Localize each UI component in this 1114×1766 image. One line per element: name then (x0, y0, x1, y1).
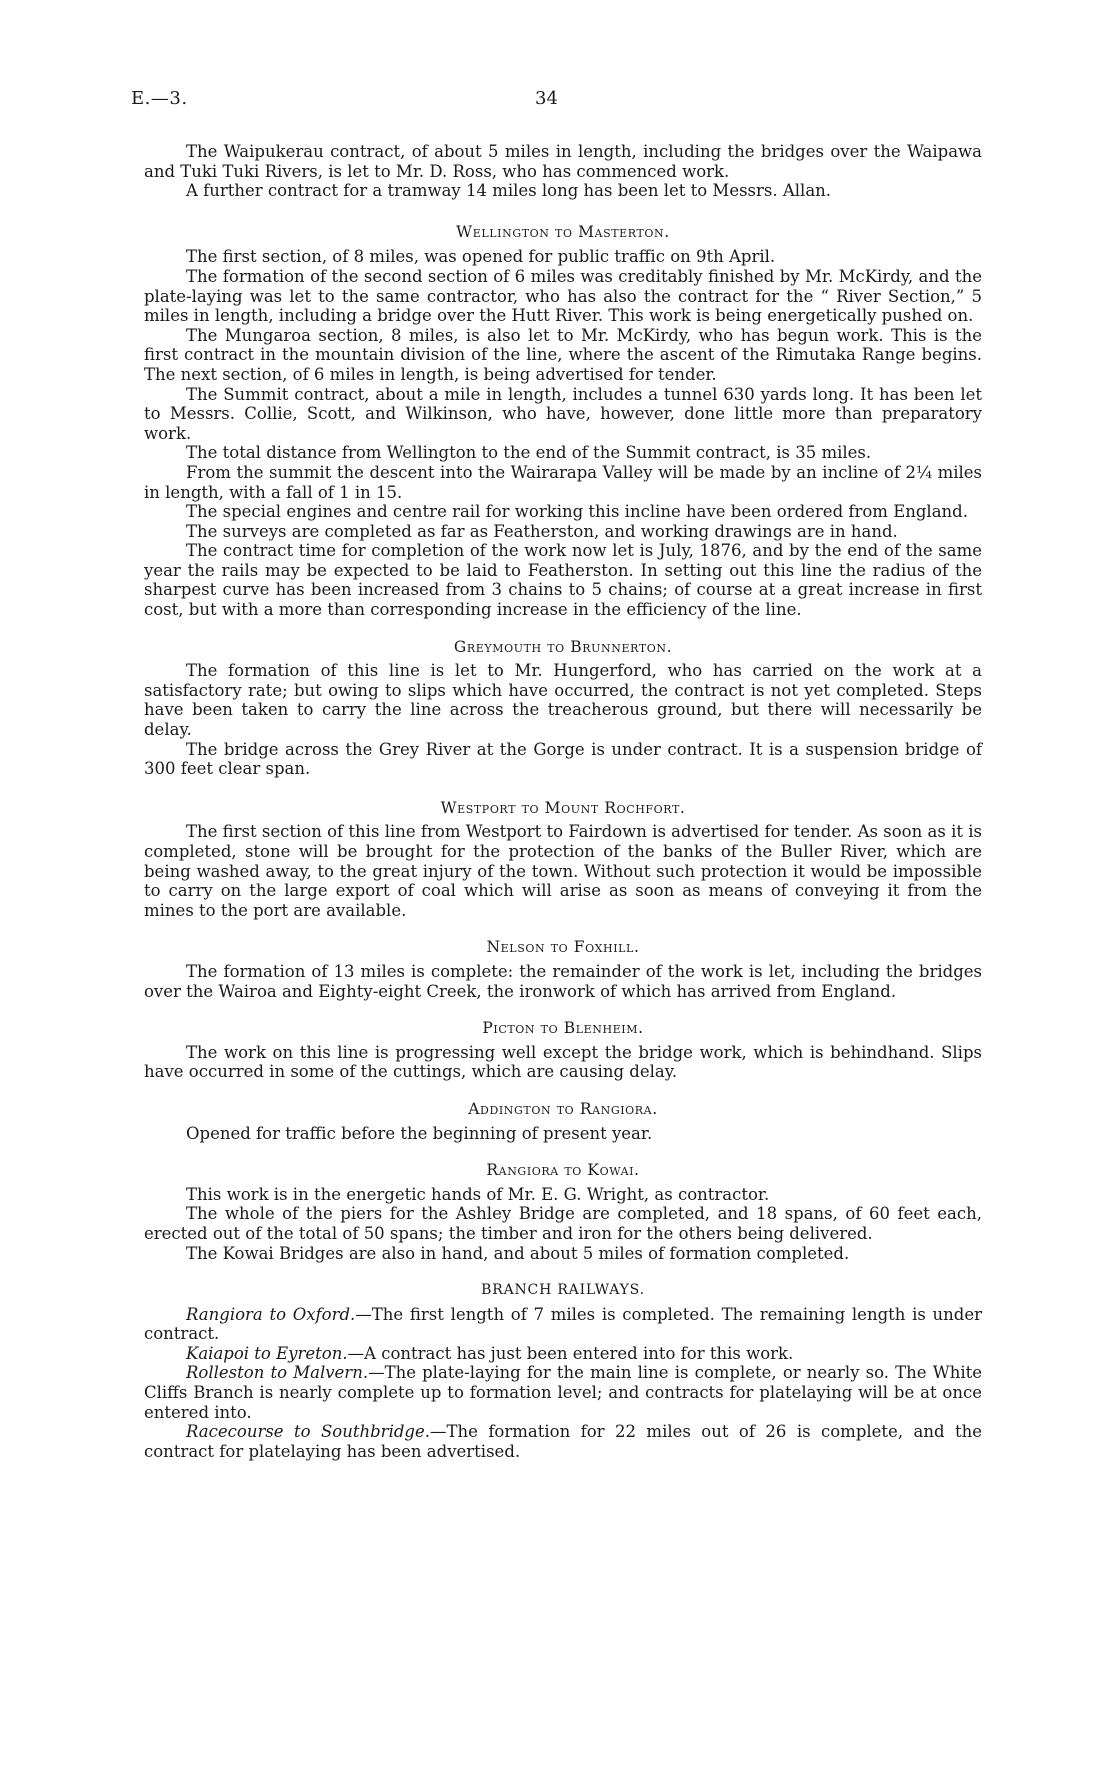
section-nelson-foxhill (144, 938, 982, 1001)
paragraph: The Waipukerau contract, of about 5 miles in length, including the bridges over the Waipawa and Tuki Tuki Rivers, is let to Mr. D. Ross, who has commenced work. (144, 142, 982, 181)
paragraph: The Mungaroa section, 8 miles, is also let to Mr. McKirdy, who has begun work. This is the first contract in the mountain division of the line, where the ascent of the Rimutaka Range begins. The next section, of 6 miles in length, is being advertised for tender. (144, 325, 982, 384)
section-heading: Addington to Rangiora. (468, 1099, 658, 1118)
branch-item (144, 1305, 982, 1344)
branch-item (144, 1363, 982, 1422)
paragraph: A further contract for a tramway 14 miles long has been let to Messrs. Allan. (186, 181, 832, 201)
paragraph: The contract time for completion of the work now let is July, 1876, and by the end of the same year the rails may be expected to be laid to Featherston. In setting out this line the radius of the sharpest curve has been increased from 3 chains to 5 chains; of course at a great increase in first cost, but with a more than corresponding increase in the efficiency of the line. (144, 541, 982, 620)
section-heading: BRANCH RAILWAYS. (481, 1282, 645, 1299)
section-heading: Rangiora to Kowai. (486, 1161, 640, 1180)
paragraph: The Kowai Bridges are also in hand, and about 5 miles of formation completed. (186, 1243, 850, 1263)
branch-text: —The formation for 22 miles out of 26 is complete, and the contract for platelaying has been advertised. (144, 1422, 982, 1461)
section-branch-railways (144, 1281, 982, 1461)
paragraph: The work on this line is progressing well except the bridge work, which is behindhand. Slips have occurred in some of the cuttings, which are causing delay. (144, 1042, 982, 1082)
paragraph: The first section of this line from Westport to Fairdown is advertised for tender. As soon as it is completed, stone will be brought for the protection of the banks of the Buller River, which are being washed away, to the great injury of the town. Without such protection it would be impossible to carry on the large export of coal which will arise as soon as means of conveying it from the mines to the port are available. (144, 822, 982, 920)
branch-item (144, 1344, 982, 1364)
paragraph: The Summit contract, about a mile in length, includes a tunnel 630 yards long. It has been let to Messrs. Collie, Scott, and Wilkinson, who have, however, done little more than preparatory work. (144, 384, 982, 443)
paragraph: The first section, of 8 miles, was opened for public traffic on 9th April. (186, 247, 776, 267)
intro-section (144, 142, 982, 201)
paragraph: The formation of the second section of 6 miles was creditably finished by Mr. McKirdy, and the plate-laying was let to the same contractor, who has also the contract for the “ River Section,” 5 miles in length, including a bridge over the Hutt River. This work is being energetically pushed on. (144, 266, 982, 326)
paragraph: The surveys are completed as far as Featherston, and working drawings are in hand. (186, 521, 898, 541)
paragraph: The bridge across the Grey River at the Gorge is under contract. It is a suspension bridge of 300 feet clear span. (144, 739, 982, 779)
section-greymouth-brunnerton (144, 638, 982, 779)
branch-item (144, 1422, 982, 1461)
branch-name: Rolleston to Malvern. (186, 1363, 369, 1383)
branch-text: —A contract has just been entered into for this work. (347, 1343, 794, 1363)
paragraph: The formation of 13 miles is complete: the remainder of the work is let, including the bridges over the Wairoa and Eighty-eight Creek, the ironwork of which has arrived from England. (144, 961, 982, 1001)
page-number: 34 (535, 88, 558, 109)
section-heading: Wellington to Masterton. (456, 222, 670, 241)
paragraph: This work is in the energetic hands of Mr. E. G. Wright, as contractor. (186, 1184, 770, 1204)
section-wellington-masterton (144, 223, 982, 620)
paragraph: The whole of the piers for the Ashley Bridge are completed, and 18 spans, of 60 feet each, erected out of the total of 50 spans; the timber and iron for the others being delivered. (144, 1204, 982, 1243)
paragraph: Opened for traffic before the beginning of present year. (186, 1123, 653, 1143)
section-heading: Westport to Mount Rochfort. (440, 798, 686, 817)
section-westport-mount-rochfort (144, 799, 982, 921)
section-heading: Greymouth to Brunnerton. (453, 637, 673, 656)
document-reference: E.—3. (131, 88, 188, 109)
page-body (144, 142, 982, 1461)
section-picton-blenheim (144, 1019, 982, 1082)
branch-name: Kaiapoi to Eyreton. (186, 1343, 348, 1363)
paragraph: From the summit the descent into the Wairarapa Valley will be made by an incline of 2¼ miles in length, with a fall of 1 in 15. (144, 462, 982, 502)
paragraph: The special engines and centre rail for working this incline have been ordered from England. (186, 502, 968, 522)
branch-name: Racecourse to Southbridge. (186, 1422, 430, 1442)
branch-name: Rangiora to Oxford. (186, 1304, 356, 1324)
branch-text: —The plate-laying for the main line is complete, or nearly so. The White Cliffs Branch is nearly complete up to formation level; and contracts for platelaying will be at once entered into. (144, 1363, 982, 1422)
section-heading: Nelson to Foxhill. (486, 938, 640, 957)
branch-text: —The first length of 7 miles is completed. The remaining length is under contract. (144, 1304, 982, 1344)
paragraph: The formation of this line is let to Mr. Hungerford, who has carried on the work at a satisfactory rate; but owing to slips which have occurred, the contract is not yet completed. Steps have been taken to carry the line across the treacherous ground, but there will necessarily be delay. (144, 661, 982, 740)
section-heading: Picton to Blenheim. (482, 1019, 644, 1038)
paragraph: The total distance from Wellington to the end of the Summit contract, is 35 miles. (186, 443, 872, 463)
section-rangiora-kowai (144, 1161, 982, 1263)
section-addington-rangiora (144, 1100, 982, 1143)
